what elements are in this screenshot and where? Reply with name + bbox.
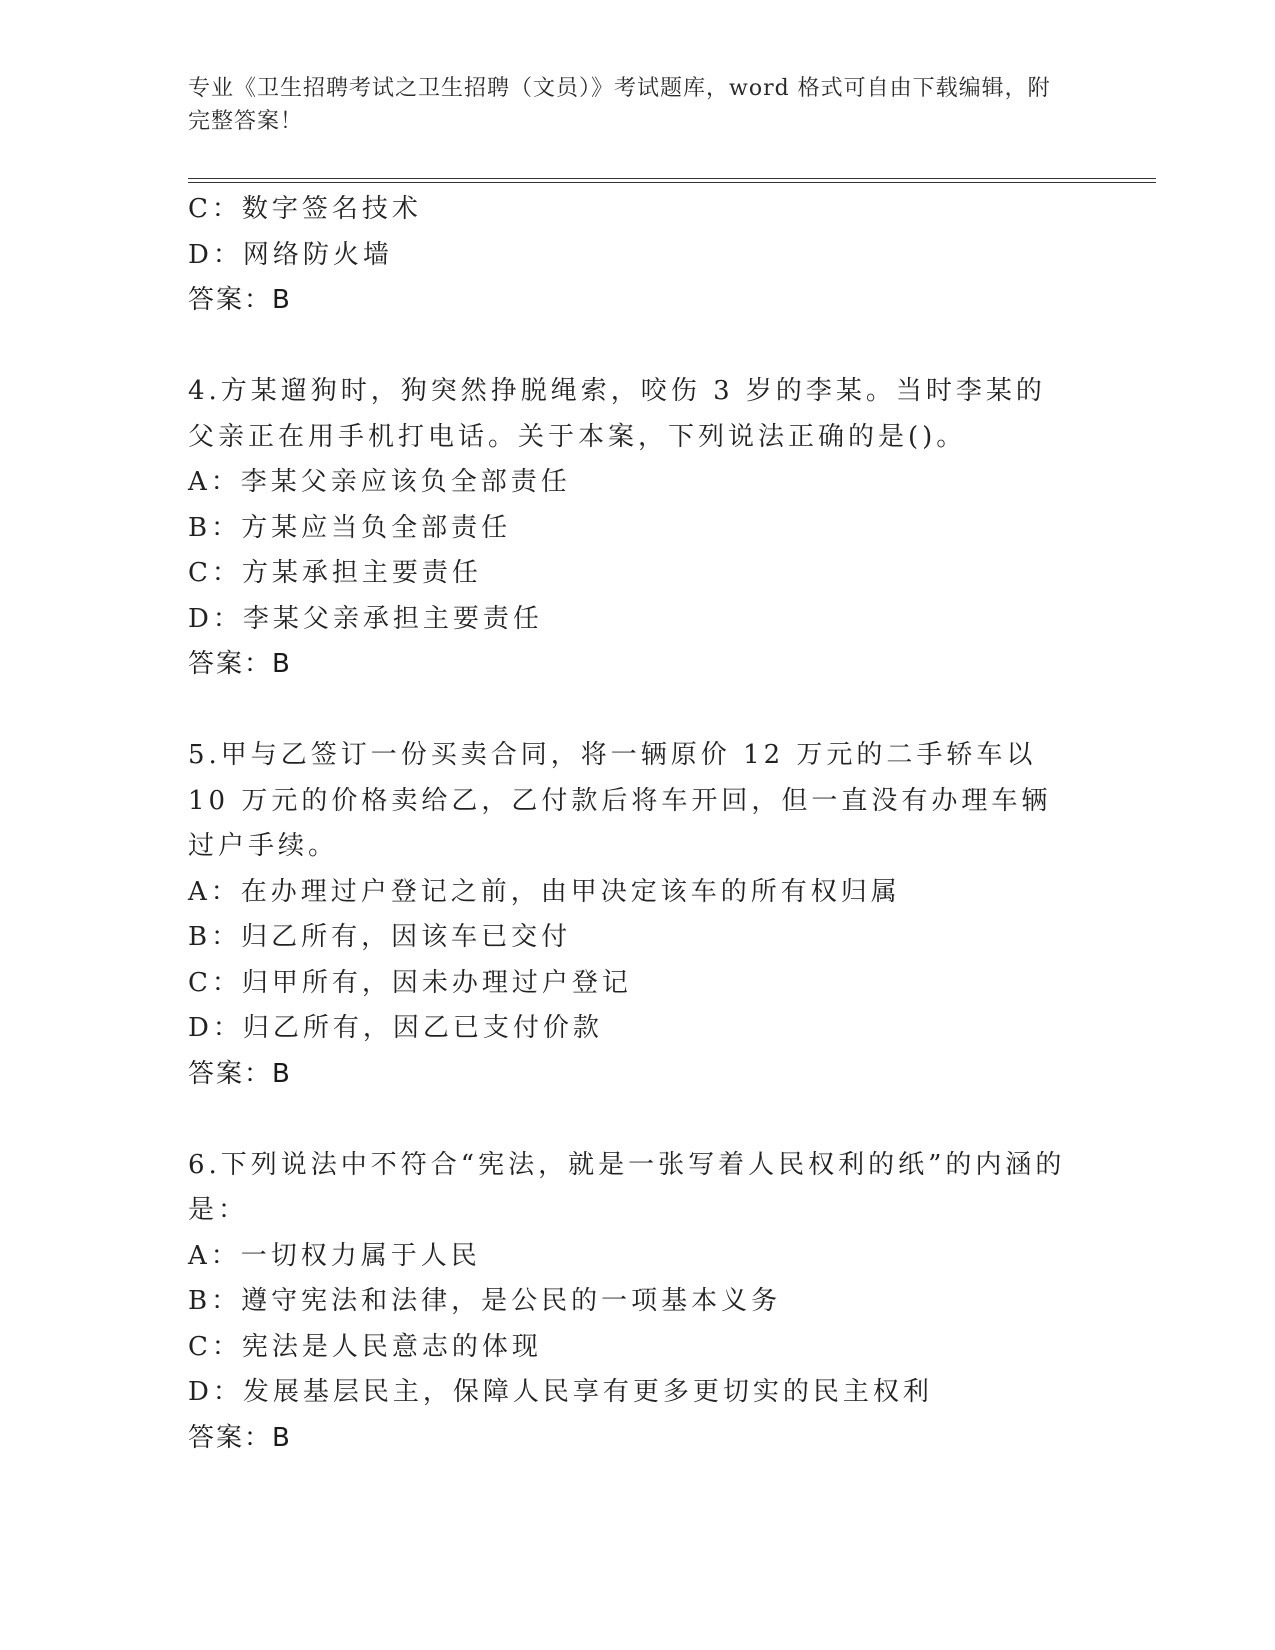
option-a: A：李某父亲应该负全部责任 xyxy=(188,467,571,497)
question-stem: 6.下列说法中不符合“宪法，就是一张写着人民权利的纸”的内涵的是： xyxy=(188,1149,1066,1225)
option-d: D：发展基层民主，保障人民享有更多更切实的民主权利 xyxy=(188,1377,933,1407)
option-a: A：在办理过户登记之前，由甲决定该车的所有权归属 xyxy=(188,876,901,907)
option-b: B：遵守宪法和法律，是公民的一项基本义务 xyxy=(188,1286,782,1316)
answer-line: 答案：B xyxy=(188,1422,292,1453)
option-c: C：宪法是人民意志的体现 xyxy=(188,1331,542,1362)
option-c: C：数字签名技术 xyxy=(188,194,422,224)
spacer xyxy=(188,1097,1068,1143)
answer-line: 答案：B xyxy=(188,285,292,315)
option-c: C：方某承担主要责任 xyxy=(188,558,482,588)
option-d: D：李某父亲承担主要责任 xyxy=(188,603,543,634)
answer-line: 答案：B xyxy=(188,649,292,679)
answer-line: 答案：B xyxy=(188,1058,292,1089)
document-header xyxy=(188,72,1068,138)
question-3-tail xyxy=(188,187,1068,324)
header-divider xyxy=(188,178,1156,183)
option-d: D：归乙所有，因乙已支付价款 xyxy=(188,1013,603,1043)
spacer xyxy=(188,324,1068,370)
question-list xyxy=(188,187,1068,1461)
question-stem: 5.甲与乙签订一份买卖合同，将一辆原价 12 万元的二手轿车以 10 万元的价格卖给乙，乙付款后将车开回，但一直没有办理车辆过户手续。 xyxy=(188,740,1052,861)
option-a: A：一切权力属于人民 xyxy=(188,1240,481,1271)
question-stem: 4.方某遛狗时，狗突然挣脱绳索，咬伤 3 岁的李某。当时李某的父亲正在用手机打电话。关于本案，下列说法正确的是()。 xyxy=(188,376,1046,452)
option-d: D：网络防火墙 xyxy=(188,239,393,270)
option-b: B：归乙所有，因该车已交付 xyxy=(188,922,572,952)
header-title: 专业《卫生招聘考试之卫生招聘（文员）》考试题库，word 格式可自由下载编辑，附完整答案！ xyxy=(188,76,1051,134)
question-5 xyxy=(188,733,1068,1097)
question-6 xyxy=(188,1143,1068,1462)
spacer xyxy=(188,688,1068,734)
question-4 xyxy=(188,369,1068,688)
option-b: B：方某应当负全部责任 xyxy=(188,512,512,543)
option-c: C：归甲所有，因未办理过户登记 xyxy=(188,967,632,998)
